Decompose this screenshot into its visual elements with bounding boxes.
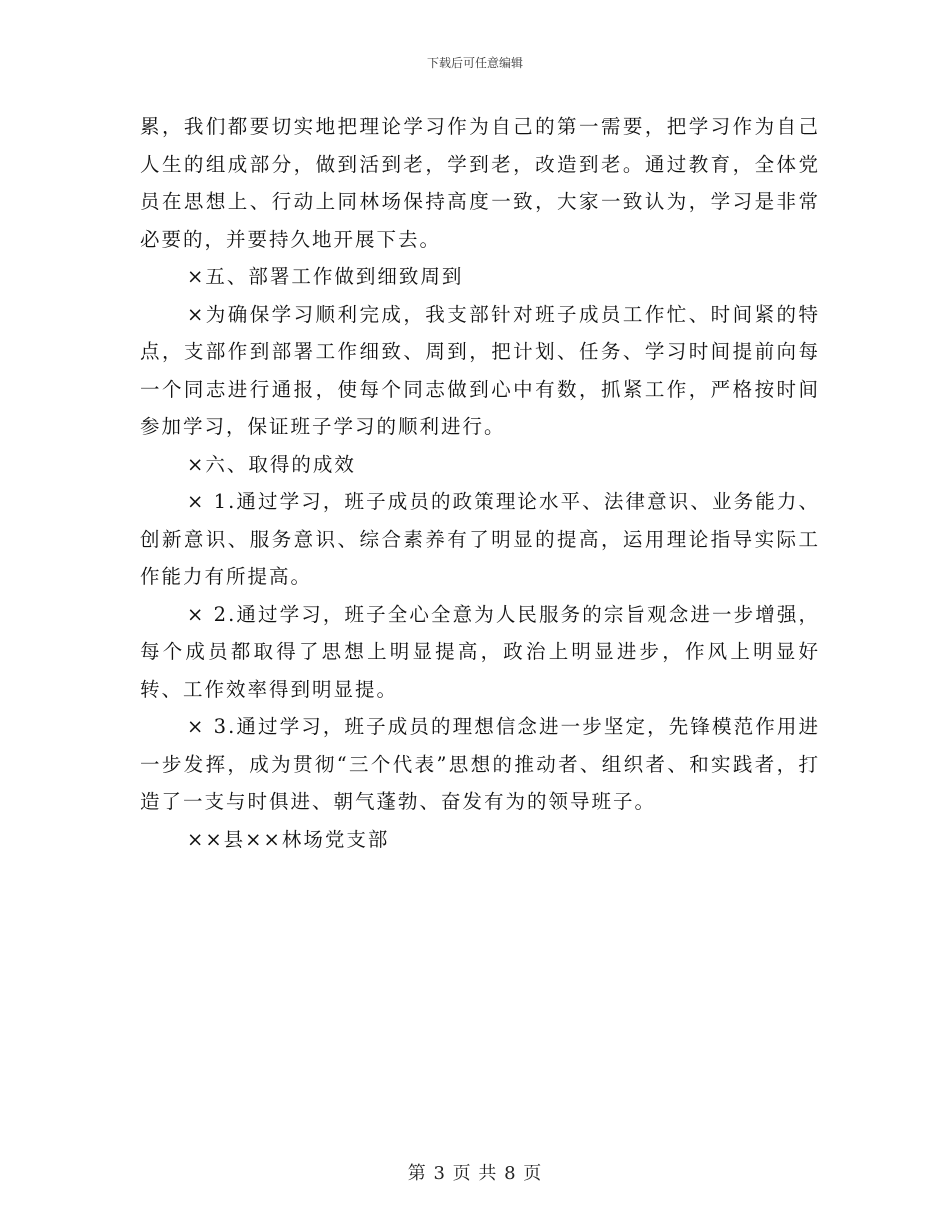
- page-number: [0, 1159, 950, 1185]
- page-number-label: 第 3 页 共 8 页: [407, 1163, 543, 1184]
- paragraph: 累，我们都要切实地把理论学习作为自己的第一需要，把学习作为自己人生的组成部分，做到活到老，学到老，改造到老。通过教育，全体党员在思想上、行动上同林场保持高度一致，大家一致认为，学习是非常必要的，并要持久地开展下去。: [140, 115, 820, 251]
- list-item: × 2.通过学习，班子全心全意为人民服务的宗旨观念进一步增强，每个成员都取得了思想上明显提高，政治上明显进步，作风上明显好转、工作效率得到明显提。: [140, 602, 820, 701]
- section-heading: ×六、取得的成效: [187, 452, 356, 476]
- list-item: × 3.通过学习，班子成员的理想信念进一步坚定，先锋模范作用进一步发挥，成为贯彻“三个代表”思想的推动者、组织者、和实践者，打造了一支与时俱进、朝气蓬勃、奋发有为的领导班子。: [140, 715, 820, 813]
- header-note: 下载后可任意编辑: [426, 56, 523, 70]
- document-body: [140, 108, 820, 858]
- paragraph: ×为确保学习顺利完成，我支部针对班子成员工作忙、时间紧的特点，支部作到部署工作细致、周到，把计划、任务、学习时间提前向每一个同志进行通报，使每个同志做到心中有数，抓紧工作，严格按时间参加学习，保证班子学习的顺利进行。: [140, 302, 820, 438]
- list-item: × 1.通过学习，班子成员的政策理论水平、法律意识、业务能力、创新意识、服务意识、综合素养有了明显的提高，运用理论指导实际工作能力有所提高。: [140, 490, 820, 588]
- section-heading: ×五、部署工作做到细致周到: [187, 265, 464, 288]
- signature-line: ××县××林场党支部: [187, 827, 390, 851]
